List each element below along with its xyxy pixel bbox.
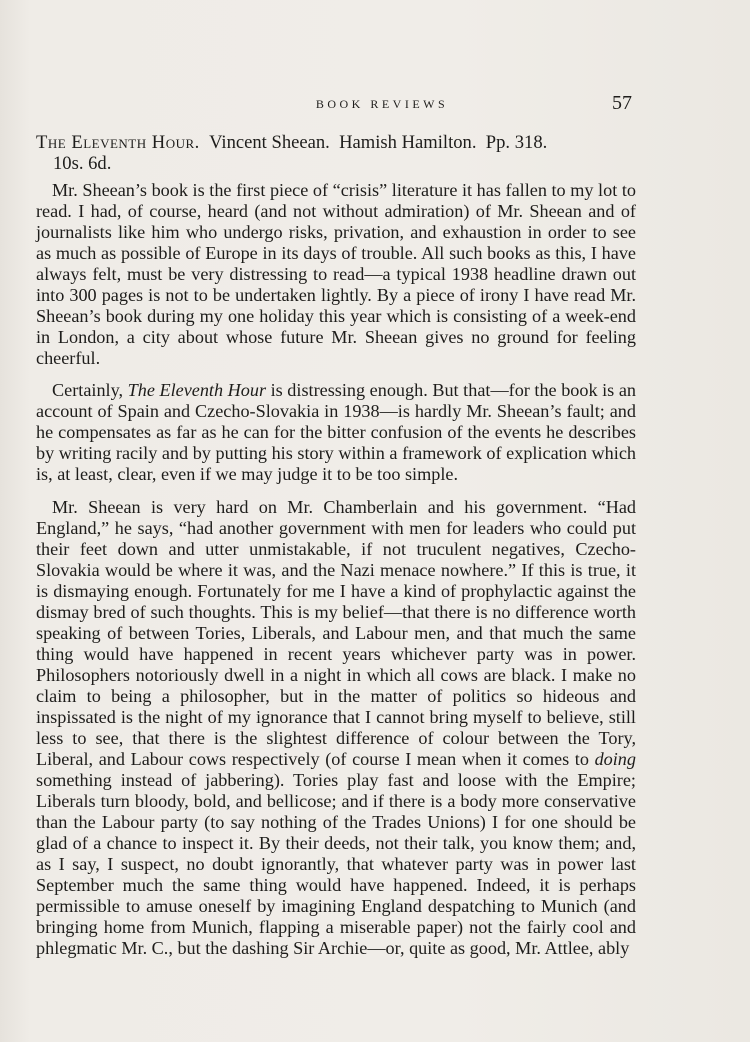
italic-text: The Eleventh Hour	[127, 380, 267, 400]
running-head: BOOK REVIEWS	[315, 97, 449, 111]
text-run: something instead of jabbering). Tories play fast and loose with the Empire; Liberals turn bloody, bold, and bellicose; and if there is a body more conservative than the Labour party (to say nothing of the Trades Unions) I for one should be glad of a chance to inspect it. By their deeds, not their talk, you know them; and, as I say, I suspect, no doubt ignorantly, that whatever party was in power last September much the same thing would have happened. Indeed, it is perhaps permissible to amuse oneself by imagining England despatching to Munich (and bringing home from Munich, flapping a miserable paper) not the fairly cool and phlegmatic Mr. C., but the dashing Sir Archie—or, quite as good, Mr. Attlee, ably	[36, 770, 636, 958]
text-run: is distressing enough. But that—for the book is an account of Spain and Czecho-Slovakia in 1938—is hardly Mr. Sheean’s fault; and he compensates as far as he can for the bitter confusion of the events he describes by writing racily and by putting his story within a framework of explication which is, at least, clear, even if we may judge it to be too simple.	[36, 380, 636, 484]
paragraph	[36, 180, 636, 369]
italic-text: doing	[594, 749, 636, 769]
book-title: The Eleventh Hour.	[36, 132, 200, 153]
text-run: Mr. Sheean’s book is the first piece of “crisis” literature it has fallen to my lot to read. I had, of course, heard (and not without admiration) of Mr. Sheean and of journalists like him who undergo risks, privation, and exhaustion in order to see as much as possible of Europe in its days of trouble. All such books as this, I have always felt, must be very distressing to read—a typical 1938 headline drawn out into 300 pages is not to be undertaken lightly. By a piece of irony I have read Mr. Sheean’s book during my one holiday this year which is consisting of a week-end in London, a city about whose future Mr. Sheean gives no ground for feeling cheerful.	[36, 180, 636, 368]
text-run: Certainly,	[52, 380, 128, 400]
book-author: Vincent Sheean.	[209, 132, 330, 153]
paragraph	[36, 380, 636, 485]
book-pages: Pp. 318.	[485, 132, 548, 153]
text-run: Mr. Sheean is very hard on Mr. Chamberlain and his government. “Had England,” he says, “had another government with men for leaders who could put their feet down and utter unmistakable, if not truculent negatives, Czecho-Slovakia would be where it was, and the Nazi menace nowhere.” If this is true, it is dismaying enough. Fortunately for me I have a kind of prophylactic against the dismay bred of such thoughts. This is my belief—that there is no difference worth speaking of between Tories, Liberals, and Labour men, and that much the same thing would have happened in recent years whichever party was in power. Philosophers notoriously dwell in a night in which all cows are black. I make no claim to being a philosopher, but in the matter of politics so hideous and inspissated is the night of my ignorance that I cannot bring myself to believe, still less to see, that there is the slightest difference of colour between the Tory, Liberal, and Labour cows respectively (of course I mean when it comes to	[36, 497, 636, 769]
paragraph	[36, 497, 636, 959]
book-publisher: Hamish Hamilton.	[339, 132, 477, 153]
book-price: 10s. 6d.	[53, 153, 112, 174]
review-body	[36, 180, 636, 970]
review-header	[36, 132, 636, 174]
page-number: 57	[612, 92, 632, 114]
